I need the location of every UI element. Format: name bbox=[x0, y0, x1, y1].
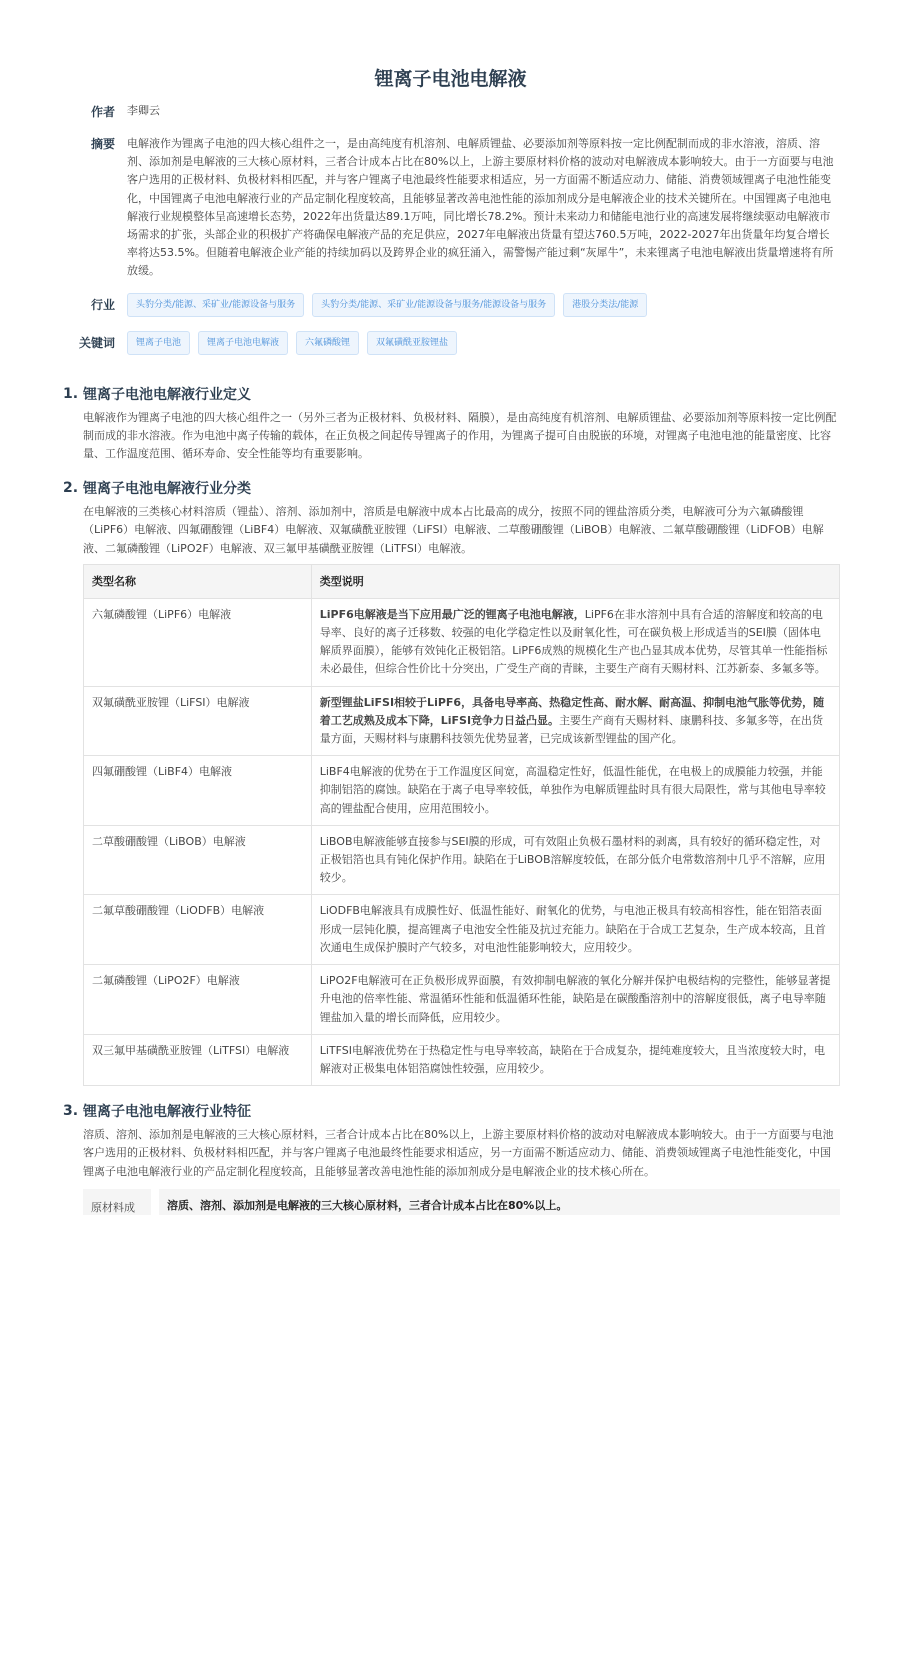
type-description bbox=[311, 895, 839, 965]
characteristic-value: 溶质、溶剂、添加剂是电解液的三大核心原材料，三者合计成本占比在80%以上。 bbox=[151, 1189, 840, 1215]
section-title: 锂离子电池电解液行业定义 bbox=[83, 386, 251, 403]
type-highlight: LiPF6电解液是当下应用最广泛的锂离子电池电解液， bbox=[319, 607, 585, 621]
keywords-row bbox=[63, 331, 838, 355]
section-number: 1. bbox=[63, 385, 79, 402]
section-heading bbox=[63, 383, 838, 405]
document-title: 锂离子电池电解液 bbox=[374, 68, 527, 90]
characteristic-row bbox=[83, 1189, 840, 1215]
type-name: 四氟硼酸锂（LiBF4）电解液 bbox=[84, 756, 312, 826]
type-name: 二氟磷酸锂（LiPO2F）电解液 bbox=[84, 965, 312, 1035]
type-name: 二草酸硼酸锂（LiBOB）电解液 bbox=[84, 825, 312, 895]
industry-label: 行业 bbox=[90, 298, 115, 313]
table-row bbox=[84, 895, 840, 965]
table-header-row bbox=[84, 564, 840, 598]
abstract-row bbox=[63, 135, 838, 281]
type-name: 双三氟甲基磺酰亚胺锂（LiTFSI）电解液 bbox=[84, 1034, 312, 1085]
abstract-label: 摘要 bbox=[90, 137, 115, 151]
keyword-tag[interactable]: 锂离子电池电解液 bbox=[198, 331, 288, 355]
section-heading bbox=[63, 1100, 838, 1122]
table-row bbox=[84, 825, 840, 895]
type-description bbox=[311, 825, 839, 895]
section-number: 2. bbox=[63, 480, 79, 497]
industry-row bbox=[63, 293, 838, 317]
industry-tag[interactable]: 港股分类法/能源 bbox=[563, 293, 647, 317]
author-row bbox=[63, 97, 838, 125]
type-name: 六氟磷酸锂（LiPF6）电解液 bbox=[84, 598, 312, 686]
table-header: 类型名称 bbox=[84, 564, 312, 598]
industry-tags bbox=[127, 293, 647, 317]
author-name: 李卿云 bbox=[127, 103, 160, 117]
author-label: 作者 bbox=[90, 104, 115, 119]
section-characteristics bbox=[63, 1100, 838, 1215]
type-text: LiODFB电解液具有成膜性好、低温性能好、耐氧化的优势，与电池正极具有较高相容性，能在铝箔表面形成一层钝化膜，提高锂离子电池安全性能及抗过充能力。缺陷在于合成工艺复杂，生产成本较高，且首次通电生成保护膜时产气较多，对电池性能影响较大，应用较少。 bbox=[319, 904, 826, 954]
type-text: LiPF6在非水溶剂中具有合适的溶解度和较高的电导率、良好的离子迁移数、较强的电化学稳定性以及耐氧化性，可在碳负极上形成适当的SEI膜（固体电解质界面膜），能够有效钝化正极铝箔。LiPF6成熟的规模化生产也凸显其成本优势，尽管其单一性能指标未必最佳，但综合性价比十分突出，广受生产商的青睐，主要生产商有天赐材料、江苏新泰、多氟多等。 bbox=[319, 607, 828, 676]
type-description bbox=[311, 756, 839, 826]
industry-tag[interactable]: 头豹分类/能源、采矿业/能源设备与服务 bbox=[127, 293, 304, 317]
keyword-tags bbox=[127, 331, 457, 355]
type-text: LiPO2F电解液可在正负极形成界面膜，有效抑制电解液的氧化分解并保护电极结构的完整性，能够显著提升电池的倍率性能、常温循环性能和低温循环性能，缺陷是在碳酸酯溶剂中的溶解度很低，离子电导率随锂盐加入量的增长而降低，应用较少。 bbox=[319, 974, 831, 1024]
characteristic-key: 原材料成 bbox=[83, 1189, 151, 1215]
table-row bbox=[84, 598, 840, 686]
industry-tag[interactable]: 头豹分类/能源、采矿业/能源设备与服务/能源设备与服务 bbox=[312, 293, 555, 317]
section-text: 在电解液的三类核心材料溶质（锂盐）、溶剂、添加剂中，溶质是电解液中成本占比最高的成分，按照不同的锂盐溶质分类，电解液可分为六氟磷酸锂（LiPF6）电解液、四氟硼酸锂（LiBF4）电解液、双氟磺酰亚胺锂（LiFSI）电解液、二草酸硼酸锂（LiBOB）电解液、二氟草酸硼酸锂（LiDFOB）电解液、二氟磷酸锂（LiPO2F）电解液、双三氟甲基磺酰亚胺锂（LiTFSI）电解液。 bbox=[83, 505, 824, 555]
keyword-tag[interactable]: 锂离子电池 bbox=[127, 331, 190, 355]
section-number: 3. bbox=[63, 1103, 79, 1120]
classification-table bbox=[83, 564, 840, 1086]
section-classification bbox=[63, 477, 838, 1086]
section-heading bbox=[63, 477, 838, 499]
type-text: LiBF4电解液的优势在于工作温度区间宽，高温稳定性好，低温性能优，在电极上的成膜能力较强，并能抑制铝箔的腐蚀。缺陷在于离子电导率较低，单独作为电解质锂盐时具有很大局限性，常与其他电导率较高的锂盐配合使用，应用范围较小。 bbox=[319, 765, 826, 815]
type-highlight: 新型锂盐LiFSI相较于LiPF6，具备电导率高、热稳定性高、耐水解、耐高温、抑制电池气胀等优势，随着工艺成熟及成本下降，LiFSI竞争力日益凸显。 bbox=[319, 695, 825, 727]
type-text: LiBOB电解液能够直接参与SEI膜的形成，可有效阻止负极石墨材料的剥离，具有较好的循环稳定性，对正极铝箔也具有钝化保护作用。缺陷在于LiBOB溶解度较低，在部分低介电常数溶剂中几乎不溶解，应用较少。 bbox=[319, 834, 826, 885]
type-text: LiTFSI电解液优势在于热稳定性与电导率较高，缺陷在于合成复杂，提纯难度较大，且当浓度较大时，电解液对正极集电体铝箔腐蚀性较强，应用较少。 bbox=[319, 1043, 826, 1075]
type-name: 双氟磺酰亚胺锂（LiFSI）电解液 bbox=[84, 686, 312, 756]
section-title: 锂离子电池电解液行业分类 bbox=[83, 481, 251, 498]
type-description bbox=[311, 598, 839, 686]
abstract-text: 电解液作为锂离子电池的四大核心组件之一，是由高纯度有机溶剂、电解质锂盐、必要添加剂等原料按一定比例配制而成的非水溶液，溶质、溶剂、添加剂是电解液的三大核心原材料，三者合计成本占比在80%以上，上游主要原材料价格的波动对电解液成本影响较大。由于一方面要与电池客户选用的正极材料、负极材料相匹配，并与客户锂离子电池最终性能要求相适应，另一方面需不断适应动力、储能、消费领域锂离子电池性能变化，中国锂离子电池电解液行业的产品定制化程度较高，且能够显著改善电池性能的添加剂成分是电解液企业的技术关键所在。中国锂离子电池电解液行业规模整体呈高速增长态势，2022年出货量达89.1万吨，同比增长78.2%。预计未来动力和储能电池行业的高速发展将继续驱动电解液市场需求的扩张，头部企业的积极扩产将确保电解液产品的充足供应，2027年电解液出货量有望达760.5万吨，2022-2027年出货量年均复合增长率将达53.5%。但随着电解液企业产能的持续加码以及跨界企业的疯狂涌入，需警惕产能过剩“灰犀牛”，未来锂离子电池电解液出货量增速将有所放缓。 bbox=[127, 137, 834, 278]
section-definition bbox=[63, 383, 838, 464]
keyword-tag[interactable]: 双氟磺酰亚胺锂盐 bbox=[367, 331, 457, 355]
table-header: 类型说明 bbox=[311, 564, 839, 598]
type-text: 主要生产商有天赐材料、康鹏科技、多氟多等，在出货量方面，天赐材料与康鹏科技领先优势显著，已完成该新型锂盐的国产化。 bbox=[319, 713, 824, 746]
type-description bbox=[311, 965, 839, 1035]
type-name: 二氟草酸硼酸锂（LiODFB）电解液 bbox=[84, 895, 312, 965]
table-row bbox=[84, 686, 840, 756]
table-row bbox=[84, 756, 840, 826]
table-row bbox=[84, 965, 840, 1035]
type-description bbox=[311, 1034, 839, 1085]
type-description bbox=[311, 686, 839, 756]
keywords-label: 关键词 bbox=[78, 336, 115, 351]
table-row bbox=[84, 1034, 840, 1085]
keyword-tag[interactable]: 六氟磷酸锂 bbox=[296, 331, 359, 355]
section-title: 锂离子电池电解液行业特征 bbox=[83, 1104, 251, 1121]
section-text: 溶质、溶剂、添加剂是电解液的三大核心原材料，三者合计成本占比在80%以上，上游主要原材料价格的波动对电解液成本影响较大。由于一方面要与电池客户选用的正极材料、负极材料相匹配，并与客户锂离子电池最终性能要求相适应，另一方面需不断适应动力、储能、消费领域锂离子电池性能变化，中国锂离子电池电解液行业的产品定制化程度较高，且能够显著改善电池性能的添加剂成分是电解液企业的技术核心所在。 bbox=[83, 1128, 834, 1178]
section-text: 电解液作为锂离子电池的四大核心组件之一（另外三者为正极材料、负极材料、隔膜），是由高纯度有机溶剂、电解质锂盐、必要添加剂等原料按一定比例配制而成的非水溶液。作为电池中离子传输的载体，在正负极之间起传导锂离子的作用，为锂离子提可自由脱嵌的环境，对锂离子电池电池的能量密度、比容量、工作温度范围、循环寿命、安全性能等均有重要影响。 bbox=[83, 410, 837, 461]
